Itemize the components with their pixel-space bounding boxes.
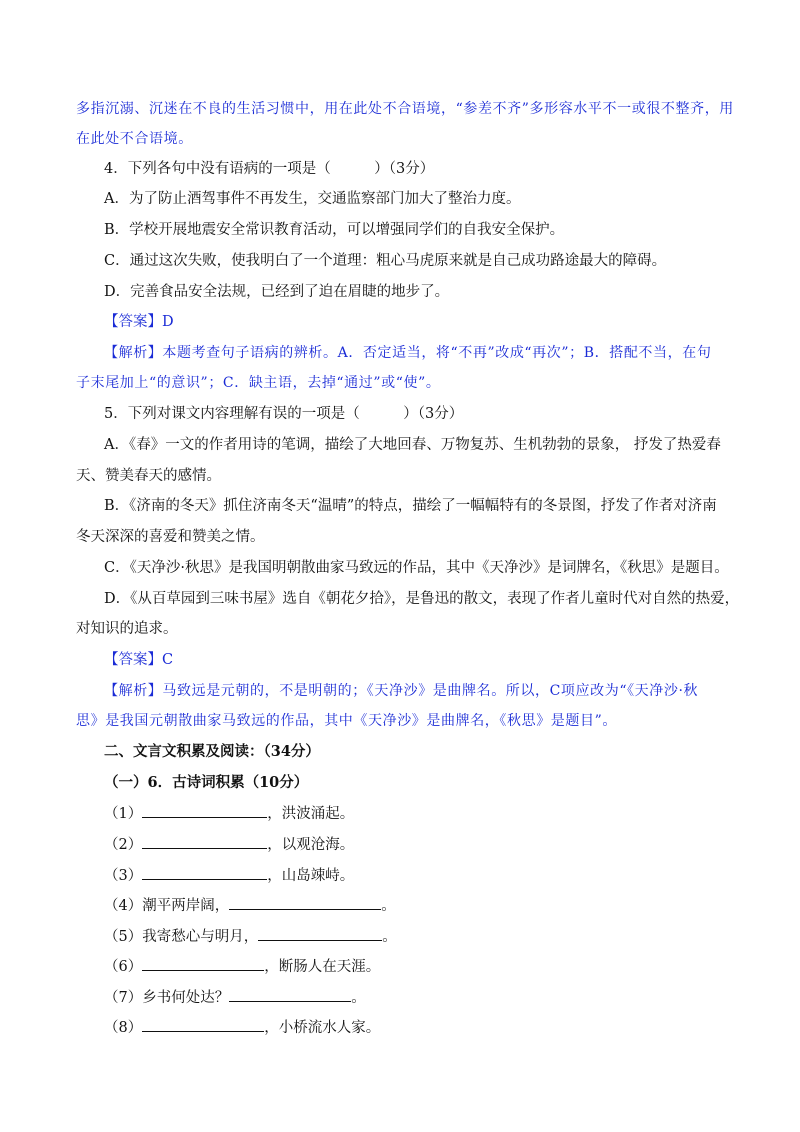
q4-answer-tag: 【答案】 (104, 314, 162, 330)
q4-analysis-line-1 (104, 344, 711, 362)
q4-answer (104, 313, 174, 331)
poem-item-before: 乡书何处达？ (142, 990, 230, 1006)
poem-blank-2[interactable] (142, 835, 267, 849)
q5-option-b-line-1: B．《济南的冬天》抓住济南冬天“温晴”的特点，描绘了一幅幅特有的冬景图，抒发了作者对济南 (104, 498, 717, 514)
poem-item-after: ，以观沧海。 (267, 837, 355, 853)
q5-option-d-line-1: D．《从百草园到三味书屋》选自《朝花夕拾》，是鲁迅的散文，表现了作者儿童时代对自然的热爱， (104, 591, 740, 607)
poem-blank-5[interactable] (258, 927, 382, 941)
poem-blank-6[interactable] (142, 957, 264, 971)
q4-stem: 4．下列各句中没有语病的一项是（ ）（3分） (104, 161, 435, 177)
q4-answer-value: D (162, 314, 174, 330)
poem-item-1 (104, 804, 354, 823)
prev-analysis-line-2: 在此处不合语境。 (76, 131, 193, 147)
poem-blank-7[interactable] (229, 988, 351, 1002)
poem-item-num: （8） (104, 1020, 143, 1036)
q5-analysis-line-2: 思》是我国元朝散曲家马致远的作品，其中《天净沙》是曲牌名，《秋思》是题目”。 (76, 713, 617, 729)
poem-blank-3[interactable] (142, 866, 267, 880)
poem-blank-8[interactable] (142, 1018, 264, 1032)
poem-item-before: 潮平两岸阔， (142, 898, 230, 914)
q5-answer-value: C (162, 652, 174, 668)
poem-item-after: ，山岛竦峙。 (267, 868, 355, 884)
poem-item-after: ，断肠人在天涯。 (264, 959, 381, 975)
poem-item-8 (104, 1018, 380, 1037)
section-title: 二、文言文积累及阅读：（34分） (104, 743, 320, 760)
poem-item-after: 。 (382, 929, 397, 945)
q4-option-a: A．为了防止酒驾事件不再发生，交通监察部门加大了整治力度。 (104, 191, 521, 207)
poem-item-before: 我寄愁心与明月， (142, 929, 259, 945)
q5-option-a-line-1: A．《春》一文的作者用诗的笔调，描绘了大地回春、万物复苏、生机勃勃的景象， 抒发了热爱春 (104, 437, 721, 453)
poem-item-after: 。 (381, 898, 396, 914)
poem-blank-1[interactable] (142, 804, 267, 818)
q4-analysis-line-2: 子末尾加上“的意识”；C．缺主语，去掉“通过”或“使”。 (76, 375, 441, 391)
q4-option-c: C．通过这次失败，使我明白了一个道理：粗心马虎原来就是自己成功路途最大的障碍。 (104, 253, 667, 269)
poem-item-num: （3） (104, 868, 143, 884)
q5-stem: 5．下列对课文内容理解有误的一项是（ ）（3分） (104, 406, 464, 422)
q5-option-a-line-2: 天、赞美春天的感情。 (76, 468, 221, 484)
q4-option-b: B．学校开展地震安全常识教育活动，可以增强同学们的自我安全保护。 (104, 222, 565, 238)
poem-item-num: （2） (104, 837, 143, 853)
q5-option-b-line-2: 冬天深深的喜爱和赞美之情。 (76, 529, 265, 545)
poem-item-4 (104, 896, 396, 915)
q5-analysis-line-1 (104, 682, 698, 700)
prev-analysis-line-1: 多指沉溺、沉迷在不良的生活习惯中，用在此处不合语境，“参差不齐”多形容水平不一或很不整齐，用 (76, 101, 734, 117)
poem-item-num: （6） (104, 959, 143, 975)
poem-item-after: ，小桥流水人家。 (264, 1020, 381, 1036)
poem-item-num: （1） (104, 806, 143, 822)
poem-item-5 (104, 927, 397, 946)
q5-option-c: C．《天净沙·秋思》是我国明朝散曲家马致远的作品，其中《天净沙》是词牌名，《秋思》是题目。 (104, 560, 729, 576)
poem-item-6 (104, 957, 380, 976)
poem-item-2 (104, 835, 354, 854)
q5-answer (104, 651, 173, 669)
q5-analysis-tag: 【解析】 (104, 683, 163, 699)
q5-answer-tag: 【答案】 (104, 652, 162, 668)
poem-item-after: ，洪波涌起。 (267, 806, 355, 822)
poem-item-7 (104, 988, 366, 1007)
q4-analysis-text: 本题考查句子语病的辨析。A．否定适当，将“不再”改成“再次”；B．搭配不当，在句 (162, 345, 712, 361)
poem-blank-4[interactable] (229, 896, 381, 910)
section-subtitle: （一）6．古诗词积累（10分） (104, 774, 309, 791)
poem-item-after: 。 (351, 990, 366, 1006)
q4-option-d: D．完善食品安全法规，已经到了迫在眉睫的地步了。 (104, 284, 450, 300)
q4-analysis-tag: 【解析】 (104, 345, 163, 361)
poem-item-num: （7） (104, 990, 143, 1006)
poem-item-num: （4） (104, 898, 143, 914)
poem-item-3 (104, 866, 354, 885)
q5-option-d-line-2: 对知识的追求。 (76, 621, 178, 637)
q5-analysis-text: 马致远是元朝的，不是明朝的；《天净沙》是曲牌名。所以，C项应改为“《天净沙·秋 (162, 683, 699, 699)
poem-item-num: （5） (104, 929, 143, 945)
